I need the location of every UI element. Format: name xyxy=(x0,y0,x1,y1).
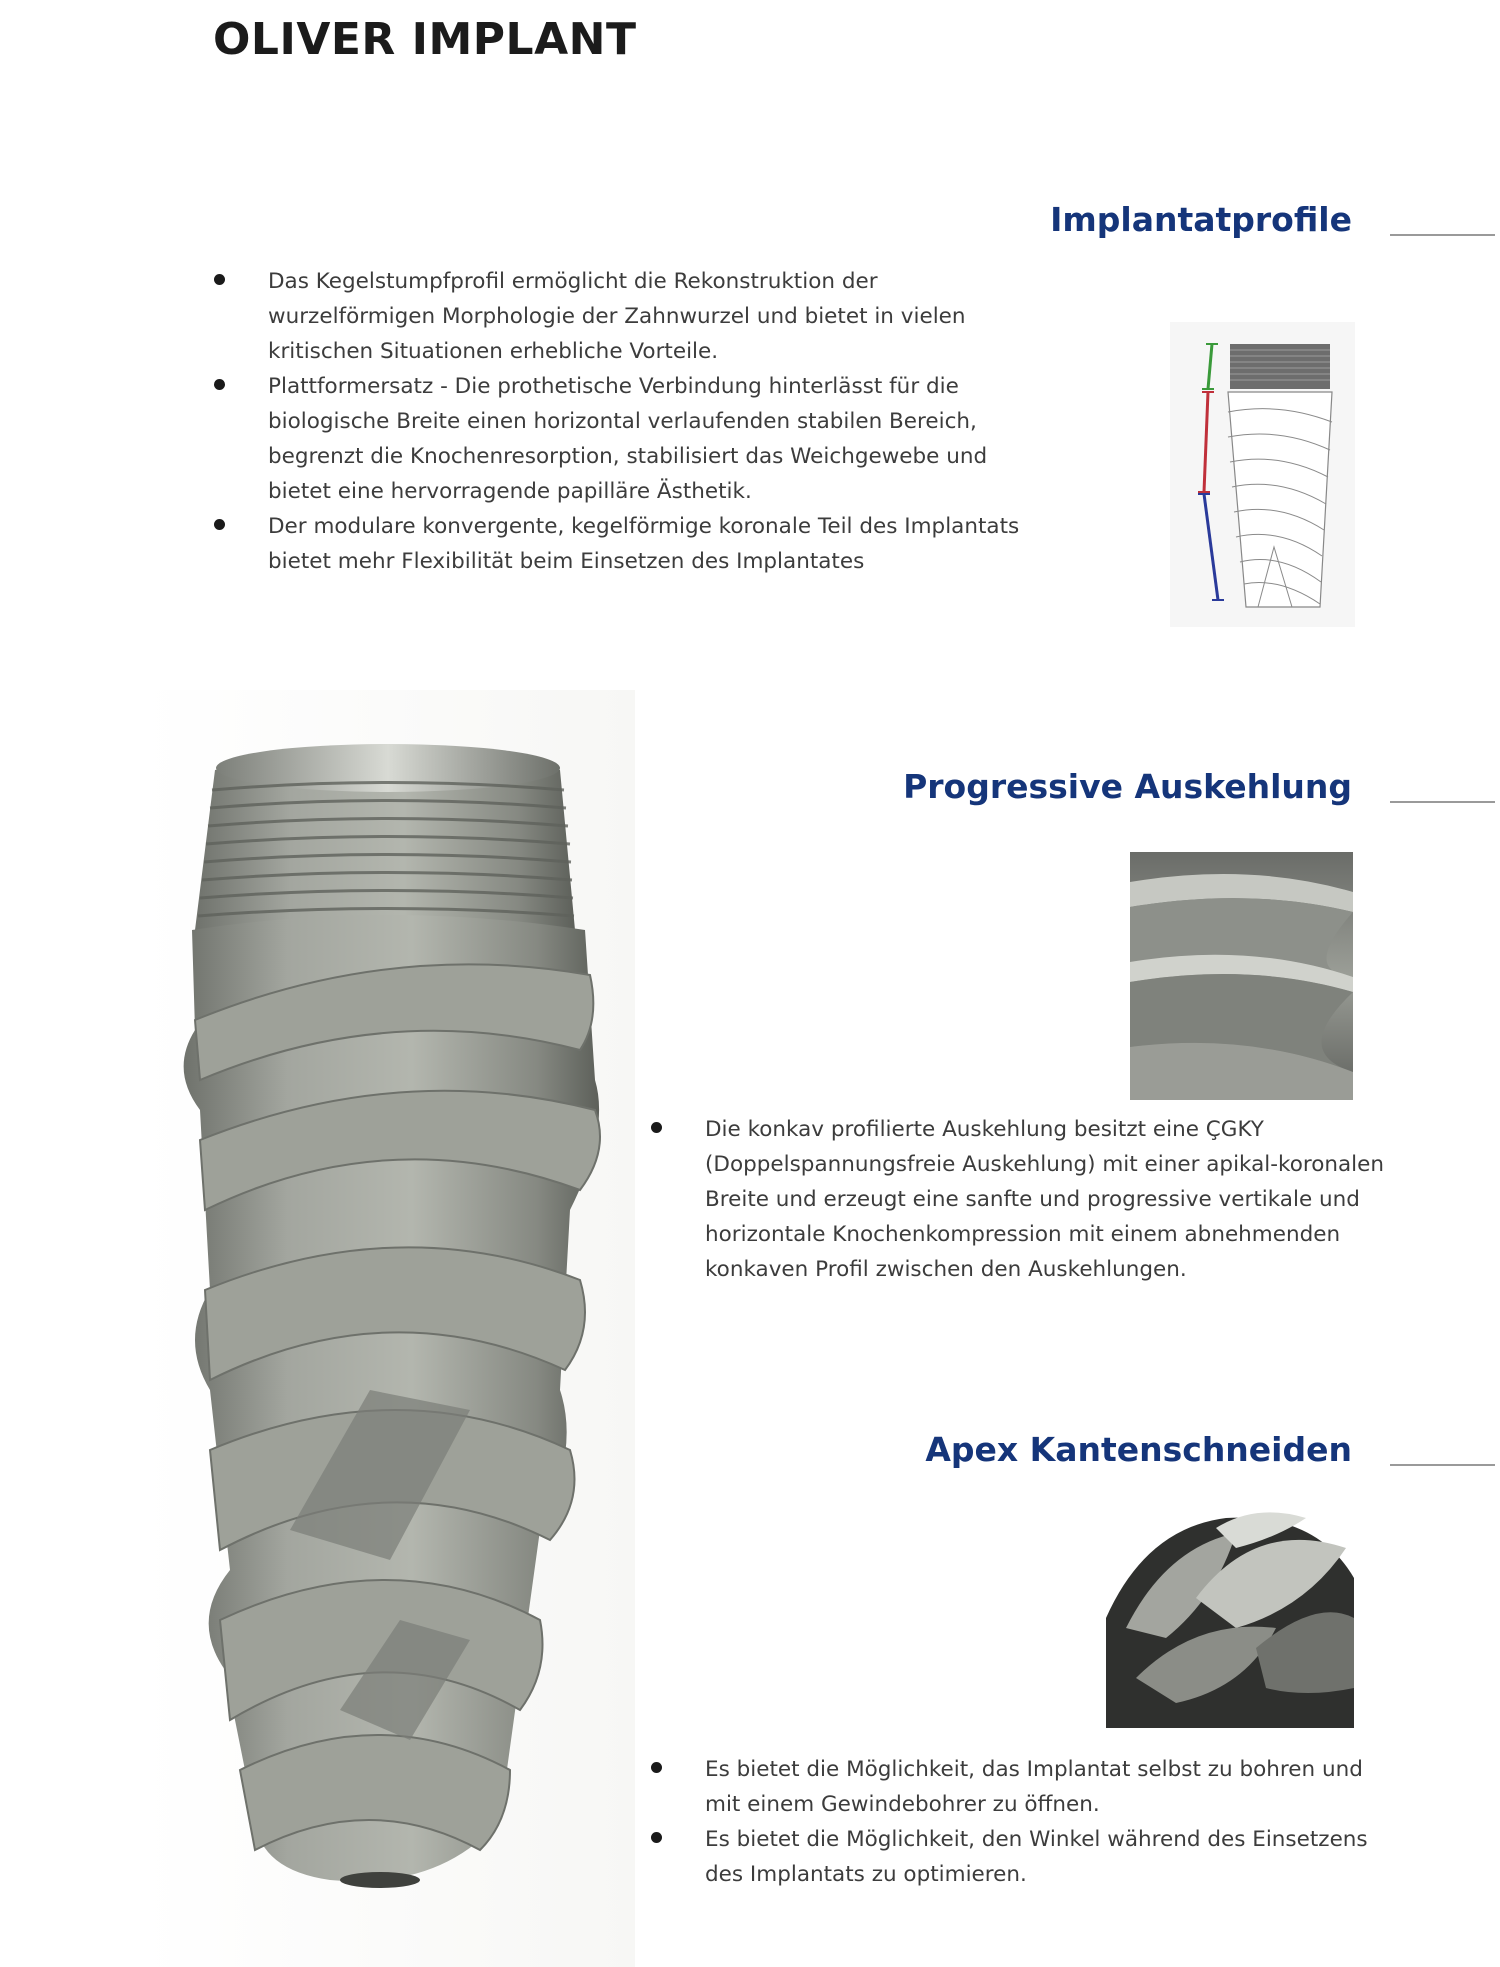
bullet-dot xyxy=(214,379,225,390)
list-item: Plattformersatz - Die prothetische Verbindung hinterlässt für die biologische Breite einen horizontal verlaufenden stabilen Bereich, begrenzt die Knochenresorption, stabilisiert das Weichgewebe und bietet eine hervorragende papilläre Ästhetik. xyxy=(268,369,1038,509)
bullet-dot xyxy=(651,1762,662,1773)
bullet-dot xyxy=(651,1832,662,1843)
bullet-dot xyxy=(214,519,225,530)
heading-apex-cutting: Apex Kantenschneiden xyxy=(925,1430,1352,1469)
heading-implant-profile: Implantatprofile xyxy=(1050,200,1352,239)
list-item: Die konkav profilierte Auskehlung besitzt eine ÇGKY (Doppelspannungsfreie Auskehlung) mit einer apikal-koronalen Breite und erzeugt eine sanfte und progressive vertikale und horizontale Knochenkompression mit einem abnehmenden konkaven Profil zwischen den Auskehlungen. xyxy=(705,1112,1425,1287)
groove-bullet-list xyxy=(705,1112,1425,1287)
implant-3d-render xyxy=(140,690,635,1967)
profile-bullet-list xyxy=(268,264,1038,579)
bullet-dot xyxy=(651,1122,662,1133)
list-item: Das Kegelstumpfprofil ermöglicht die Rekonstruktion der wurzelförmigen Morphologie der Zahnwurzel und bietet in vielen kritischen Situationen erhebliche Vorteile. xyxy=(268,264,1038,369)
apex-detail-image xyxy=(1106,1488,1354,1728)
groove-detail-image xyxy=(1130,852,1353,1100)
heading-rule-profile xyxy=(1390,234,1495,236)
list-item: Der modulare konvergente, kegelförmige koronale Teil des Implantats bietet mehr Flexibilität beim Einsetzen des Implantates xyxy=(268,509,1038,579)
apex-bullet-list xyxy=(705,1752,1405,1892)
page-title: OLIVER IMPLANT xyxy=(213,14,637,65)
bullet-dot xyxy=(214,274,225,285)
list-item: Es bietet die Möglichkeit, den Winkel während des Einsetzens des Implantats zu optimieren. xyxy=(705,1822,1405,1892)
implant-profile-drawing xyxy=(1170,322,1355,627)
list-item: Es bietet die Möglichkeit, das Implantat selbst zu bohren und mit einem Gewindebohrer zu öffnen. xyxy=(705,1752,1405,1822)
heading-progressive-groove: Progressive Auskehlung xyxy=(903,767,1352,806)
heading-rule-apex xyxy=(1390,1464,1495,1466)
heading-rule-groove xyxy=(1390,801,1495,803)
